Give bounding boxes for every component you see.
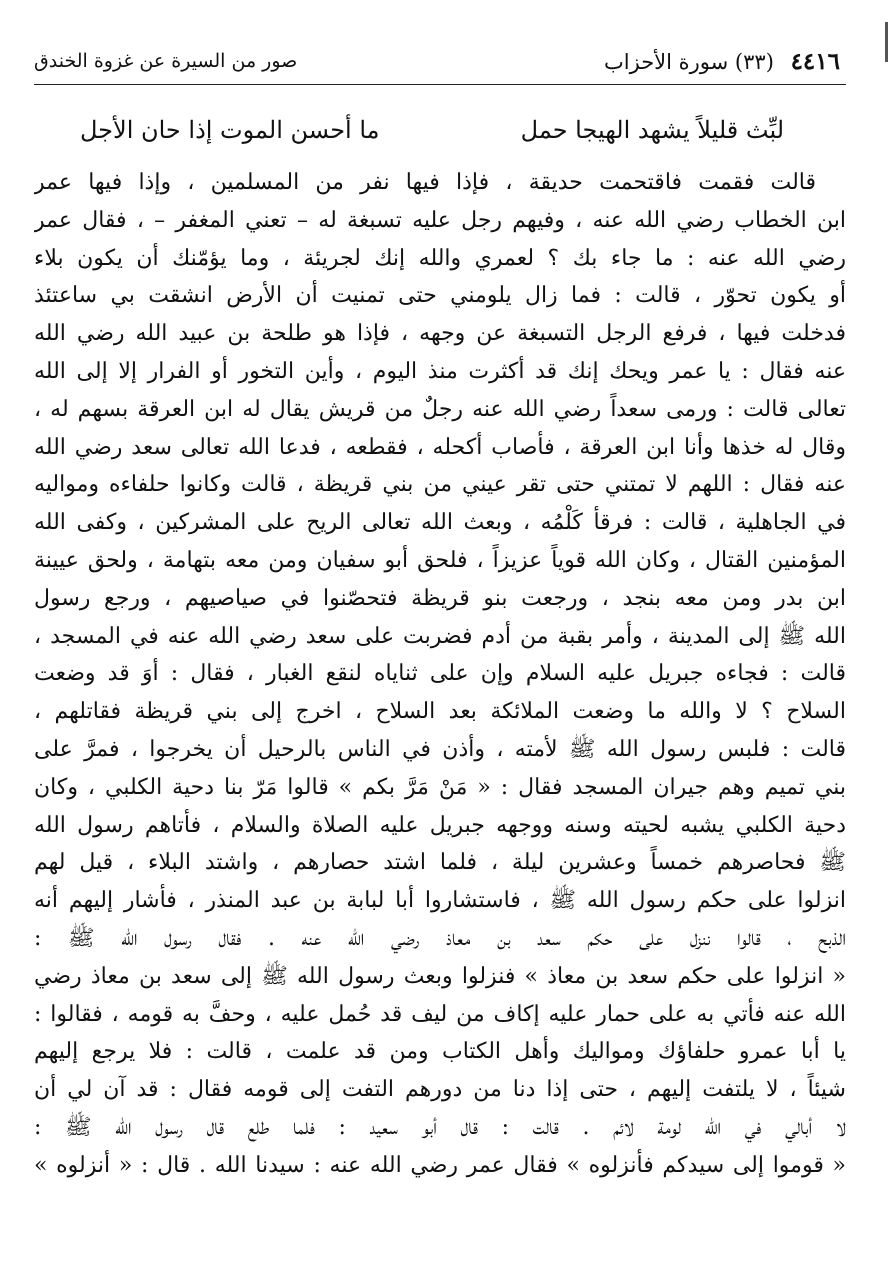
text-line: السلاح ؟ لا والله ما وضعت الملائكة بعد السلاح ، اخرج إلى بني قريظة فقاتلهم ،: [34, 699, 846, 725]
text-line: فدخلت فيها ، فرفع الرجل التسبغة عن وجهه ، فإذا هو طلحة بن عبيد الله رضي الله: [34, 321, 846, 347]
text-line: عنه فقال : يا عمر ويحك إنك قد أكثرت منذ اليوم ، وأين التخور أو الفرار إلا إلى الله: [34, 358, 846, 384]
text-line: قالت فقمت فاقتحمت حديقة ، فإذا فيها نفر من المسلمين ، وإذا فيها عمر: [34, 170, 816, 195]
surah-name: (٣٣) سورة الأحزاب: [604, 50, 774, 74]
text-line: المؤمنين القتال ، وكان الله قوياً عزيزاً ، فلحق أبو سفيان ومن معه بتهامة ، ولحق عيينة: [34, 547, 846, 573]
page-number: ٤٤١٦: [790, 48, 840, 75]
text-line: تعالى قالت : ورمى سعداً رضي الله عنه رجلٌ من قريش يقال له ابن العرقة بسهم له ،: [34, 396, 846, 422]
text-line: في الجاهلية ، قالت : فرقأ كَلْمُه ، وبعث الله تعالى الريح على المشركين ، وكفى الله: [34, 510, 846, 536]
verse-second-hemistich: ما أحسن الموت إذا حان الأجل: [80, 116, 380, 144]
text-line: رضي الله عنه : ما جاء بك ؟ لعمري والله إنك لجريئة ، وما يؤمّنك أن يكون بلاء: [34, 245, 846, 271]
text-line: ابن بدر ومن معه بنجد ، ورجعت بنو قريظة فتحصّنوا في صياصيهم ، ورجع رسول: [34, 585, 846, 611]
text-line: قالت : فلبس رسول الله ﷺ لأمته ، وأذن في الناس بالرحيل أن يخرجوا ، فمرَّ على: [34, 736, 846, 762]
text-line: بني تميم وهم جيران المسجد فقال : « مَنْ مَرَّ بكم » قالوا مَرّ بنا دحية الكلبي ، وكان: [34, 774, 846, 800]
text-line: عنه فقال : اللهم لا تمتني حتى تقر عيني من بني قريظة ، قالت وكانوا حلفاءه ومواليه: [34, 472, 846, 498]
text-line: « قوموا إلى سيدكم فأنزلوه » فقال عمر رضي الله عنه : سيدنا الله . قال : « أنزلوه »: [34, 1152, 846, 1178]
text-line: « انزلوا على حكم سعد بن معاذ » فنزلوا وبعث رسول الله ﷺ إلى سعد بن معاذ رضي: [34, 963, 846, 989]
text-line: لا أبالي في الله لومة لائم . قالت : قال أبو سعيد : فلما طلع قال رسول الله ﷺ :: [34, 1114, 846, 1140]
running-header: [34, 44, 846, 80]
text-line: الله عنه فأتي به على حمار عليه إكاف من ليف قد حُمل عليه ، وحفَّ به قومه ، فقالوا :: [34, 1001, 846, 1027]
header-divider: [34, 84, 846, 85]
text-line: الذبح ، قالوا ننزل على حكم سعد بن معاذ رضي الله عنه . فقال رسول الله ﷺ :: [34, 925, 846, 951]
poetry-verse: [60, 112, 820, 156]
text-line: وقال له خذها وأنا ابن العرقة ، فأصاب أكحله ، فقطعه ، فدعا الله تعالى سعد رضي الله: [34, 434, 846, 460]
text-line: قالت : فجاءه جبريل عليه السلام وإن على ثناياه لنقع الغبار ، فقال : أوَ قد وضعت: [34, 661, 846, 687]
chapter-title: صور من السيرة عن غزوة الخندق: [34, 50, 298, 72]
text-line: ﷺ فحاصرهم خمساً وعشرين ليلة ، فلما اشتد حصارهم ، واشتد البلاء ، قيل لهم: [34, 850, 846, 876]
text-line: دحية الكلبي يشبه لحيته وسنه ووجهه جبريل عليه الصلاة والسلام ، فأتاهم رسول الله: [34, 812, 846, 838]
text-line: انزلوا على حكم رسول الله ﷺ ، فاستشاروا أبا لبابة بن عبد المنذر ، فأشار إليهم أنه: [34, 888, 846, 914]
scan-edge-mark: [885, 22, 888, 62]
main-text-block: [34, 164, 846, 1185]
text-line: ابن الخطاب رضي الله عنه ، وفيهم رجل عليه تسبغة له – تعني المغفر – ، فقال عمر: [34, 207, 846, 233]
verse-first-hemistich: لبِّث قليلاً يشهد الهيجا حمل: [520, 116, 784, 144]
text-line: يا أبا عمرو حلفاؤك ومواليك وأهل الكتاب ومن قد علمت ، قالت : فلا يرجع إليهم: [34, 1039, 846, 1065]
text-line: شيئاً ، لا يلتفت إليهم ، حتى إذا دنا من دورهم التفت إلى قومه فقال : قد آن لي أن: [34, 1077, 846, 1103]
header-surah-block: [604, 48, 840, 75]
text-line: أو يكون تحوّر ، قالت : فما زال يلومني حتى تمنيت أن الأرض انشقت بي ساعتئذ: [34, 283, 846, 309]
text-line: الله ﷺ إلى المدينة ، وأمر بقبة من أدم فضربت على سعد رضي الله عنه في المسجد ،: [34, 623, 846, 649]
